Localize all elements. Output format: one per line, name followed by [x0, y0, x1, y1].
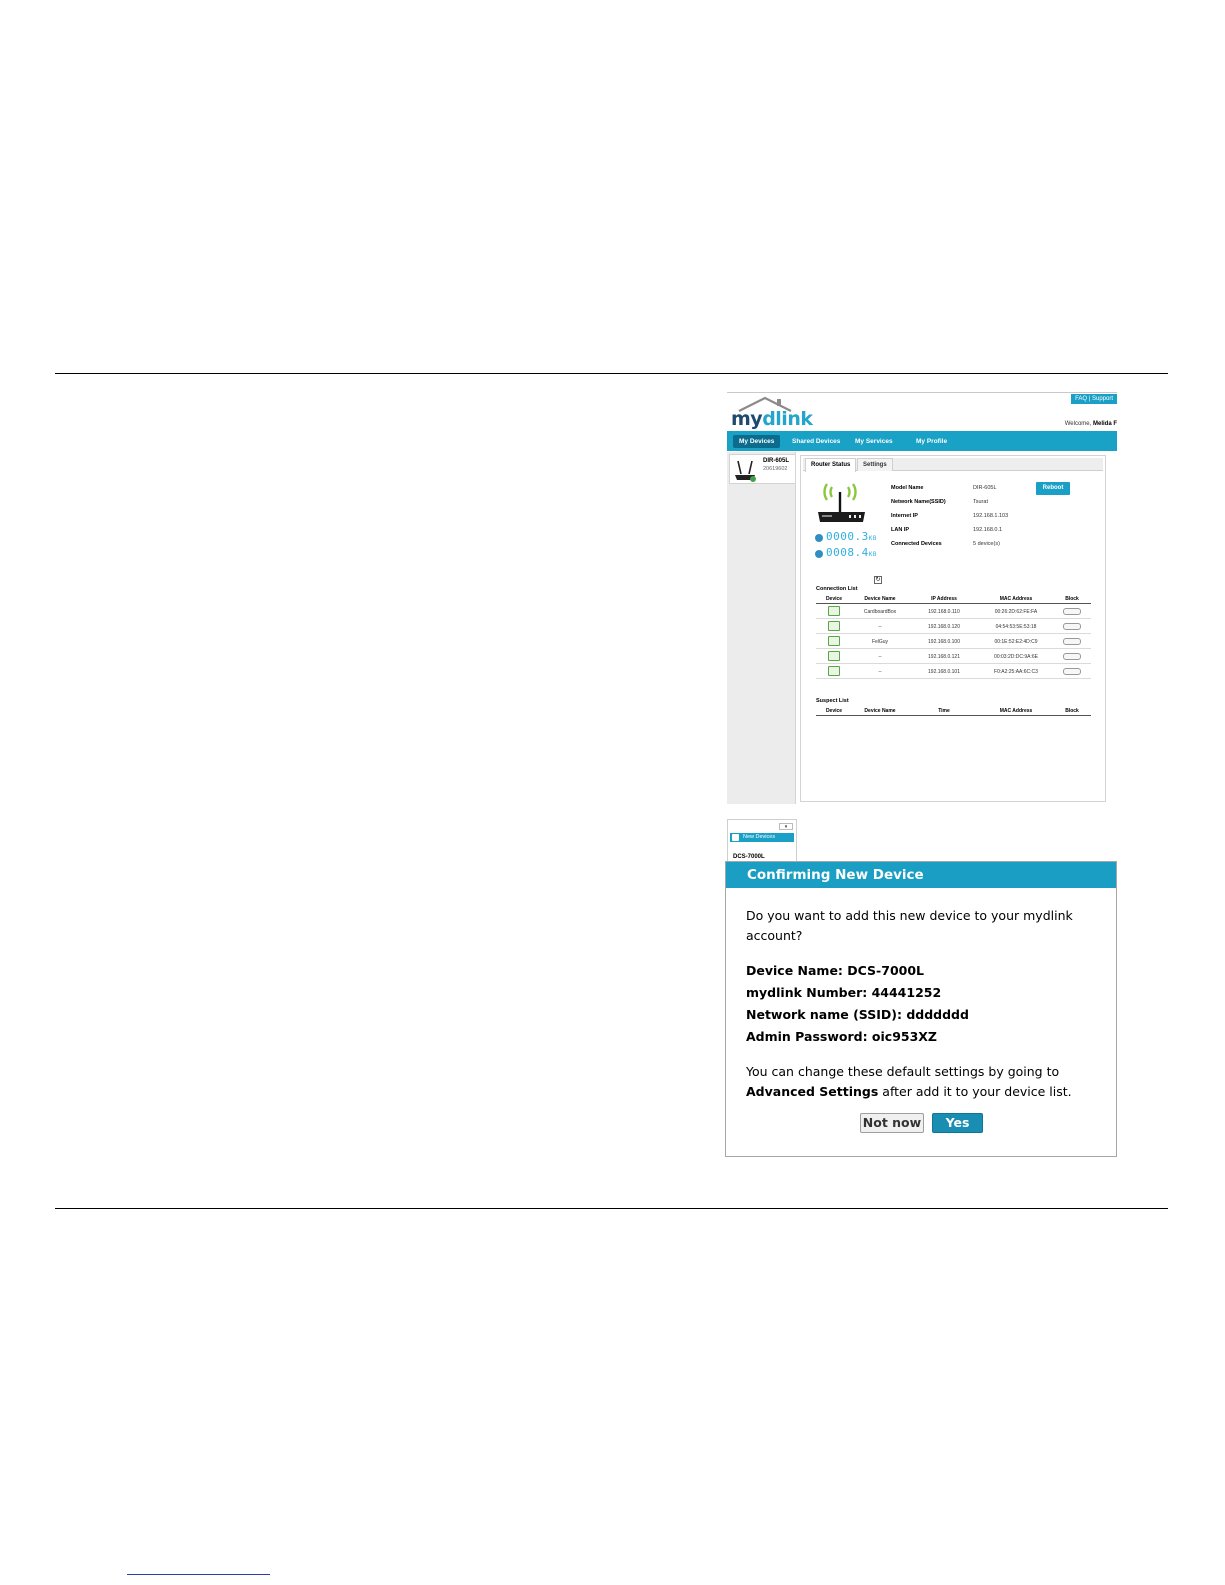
block-toggle[interactable]: [1063, 668, 1081, 675]
sidebar-device-number: 20619602: [763, 466, 788, 472]
computer-icon: [828, 621, 840, 631]
nav-my-services[interactable]: My Services: [855, 438, 893, 445]
note-advanced-settings: Advanced Settings: [746, 1084, 879, 1099]
logo-my: my: [731, 408, 763, 430]
confirm-new-device-dialog: [725, 861, 1117, 1157]
new-devices-item[interactable]: [730, 833, 794, 842]
tab-bar: [803, 458, 1103, 471]
yes-button[interactable]: Yes: [932, 1113, 983, 1133]
main-nav: [727, 431, 1117, 451]
faq-support-link[interactable]: FAQ | Support: [1071, 394, 1117, 404]
suspect-list-title: Suspect List: [816, 698, 849, 704]
suspect-list-table: [816, 707, 1091, 716]
device-sidebar: [727, 452, 796, 860]
row-mac: 00:03:2D:DC:9A:6E: [994, 654, 1038, 660]
block-toggle[interactable]: [1063, 638, 1081, 645]
col-device: Device: [825, 708, 843, 714]
note-prefix: You can change these default settings by going to: [746, 1064, 1060, 1079]
block-toggle[interactable]: [1063, 608, 1081, 615]
mydlink-portal-screenshot: [727, 392, 1117, 860]
mydlink-number-field: mydlink Number: 44441252: [746, 985, 942, 1000]
connection-row: [816, 634, 1091, 649]
dialog-title: Confirming New Device: [726, 862, 1116, 888]
row-mac: 00:1E:52:E2:4D:C9: [994, 639, 1038, 645]
block-toggle[interactable]: [1063, 623, 1081, 630]
col-ip-address: IP Address: [931, 596, 957, 602]
computer-icon: [828, 636, 840, 646]
model-name-label: Model Name: [891, 485, 924, 491]
row-device-name: CardboardBox: [863, 609, 897, 615]
new-devices-label: New Devices: [743, 834, 776, 840]
dialog-note: [746, 1062, 1106, 1102]
nav-my-devices[interactable]: My Devices: [733, 435, 780, 448]
connection-row: [816, 649, 1091, 664]
device-name-field: Device Name: DCS-7000L: [746, 963, 925, 978]
row-ip: 192.168.0.110: [928, 609, 960, 615]
connection-row: [816, 664, 1091, 679]
internet-ip-value: 192.168.1.103: [973, 513, 1009, 519]
bottom-divider: [55, 1208, 1168, 1209]
row-ip: 192.168.0.100: [928, 639, 960, 645]
row-mac: 00:26:2D:62:FE:FA: [994, 609, 1038, 615]
internet-ip-label: Internet IP: [891, 513, 918, 519]
download-speed: [826, 530, 877, 543]
router-content-panel: [800, 455, 1106, 802]
model-name-value: DIR-605L: [973, 485, 997, 491]
refresh-icon[interactable]: ↻: [875, 577, 881, 583]
mydlink-logo: [731, 396, 821, 434]
top-divider: [55, 373, 1168, 374]
footer-link-underline[interactable]: [127, 1574, 270, 1575]
connection-row: [816, 619, 1091, 634]
ssid-label: Network Name(SSID): [891, 499, 946, 505]
computer-icon: [828, 651, 840, 661]
block-toggle[interactable]: [1063, 653, 1081, 660]
nav-shared-devices[interactable]: Shared Devices: [792, 438, 841, 445]
row-mac: 04:54:53:5E:53:18: [995, 624, 1037, 630]
computer-icon: [828, 666, 840, 676]
router-thumbnail-icon: [732, 457, 758, 483]
suspect-list-header: [816, 707, 1091, 716]
upload-speed: [826, 546, 877, 559]
lan-ip-value: 192.168.0.1: [973, 527, 1003, 533]
row-ip: 192.168.0.121: [928, 654, 960, 660]
panel-dropdown-icon[interactable]: ▾: [779, 823, 793, 830]
tab-router-status[interactable]: Router Status: [805, 458, 856, 472]
ssid-value: Tsurat: [973, 499, 988, 505]
sidebar-device-name: DIR-605L: [763, 458, 790, 464]
admin-password-field: Admin Password: oic953XZ: [746, 1029, 937, 1044]
col-device: Device: [825, 596, 843, 602]
header-border: [727, 392, 1117, 393]
connected-devices-label: Connected Devices: [891, 541, 942, 547]
col-mac-address: MAC Address: [999, 596, 1033, 602]
computer-icon: [828, 606, 840, 616]
row-device-name: FelGuy: [871, 639, 889, 645]
upload-speed-icon: [815, 550, 823, 558]
upload-unit: KB: [868, 551, 877, 558]
row-device-name: --: [878, 669, 882, 675]
row-device-name: --: [878, 654, 882, 660]
sidebar-device-router[interactable]: [729, 454, 796, 484]
connection-list-title: Connection List: [816, 586, 858, 592]
upload-value: 0008.4: [826, 546, 869, 559]
col-mac-address: MAC Address: [999, 708, 1033, 714]
col-device-name: Device Name: [864, 596, 896, 602]
row-device-name: --: [878, 624, 882, 630]
not-now-button[interactable]: Not now: [860, 1113, 924, 1133]
col-block: Block: [1065, 708, 1079, 714]
logo-dlink: dlink: [762, 408, 813, 430]
welcome-user: Melida F: [1092, 421, 1117, 427]
reboot-button[interactable]: Reboot: [1036, 482, 1070, 495]
note-suffix: after add it to your device list.: [882, 1084, 1072, 1099]
col-time: Time: [938, 708, 950, 714]
welcome-text: [1065, 421, 1117, 427]
lan-ip-label: LAN IP: [891, 527, 910, 533]
dialog-question: Do you want to add this new device to your mydlink account?: [746, 908, 1073, 943]
row-ip: 192.168.0.120: [928, 624, 960, 630]
download-unit: KB: [868, 535, 877, 542]
download-value: 0000.3: [826, 530, 869, 543]
connected-devices-value: 5 device(s): [973, 541, 1000, 547]
welcome-prefix: Welcome,: [1064, 421, 1092, 427]
router-wifi-icon: [813, 478, 871, 528]
row-ip: 192.168.0.101: [928, 669, 960, 675]
network-name-field: Network name (SSID): ddddddd: [746, 1007, 969, 1022]
nav-my-profile[interactable]: My Profile: [916, 438, 948, 445]
connection-row: [816, 604, 1091, 619]
new-device-panel: [727, 819, 797, 864]
connection-list-header: [816, 595, 1091, 604]
pending-device-item[interactable]: DCS-7000L: [733, 854, 765, 860]
col-block: Block: [1065, 596, 1079, 602]
tab-settings[interactable]: Settings: [857, 458, 893, 471]
new-device-icon: [732, 834, 739, 841]
col-device-name: Device Name: [864, 708, 896, 714]
row-mac: F0:A2:25:AA:6C:C3: [994, 669, 1038, 675]
download-speed-icon: [815, 534, 823, 542]
connection-list-table: [816, 595, 1091, 679]
